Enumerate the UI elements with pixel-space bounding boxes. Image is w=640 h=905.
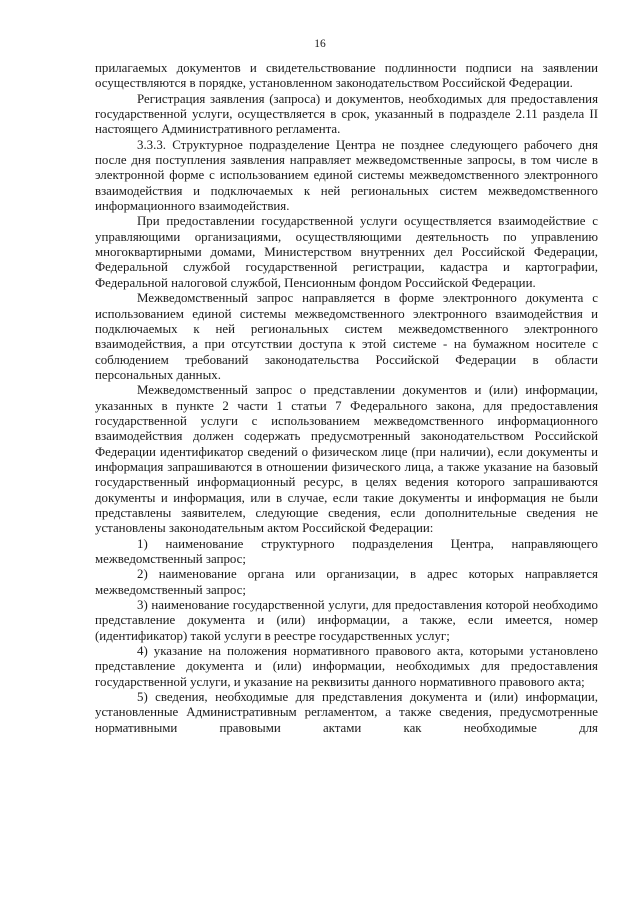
paragraph-request-form: Межведомственный запрос направляется в форме электронного документа с использованием единой системы межведомственного электронного взаимодействия и подключаемых к ней региональных систем межведомственного электронного взаимодействия, а при отсутствии доступа к этой системе - на бумажном носителе с соблюдением требований законодательства Российской Федерации в области персональных данных. <box>95 291 598 382</box>
paragraph-interaction: При предоставлении государственной услуги осуществляется взаимодействие с управляющими организациями, осуществляющими деятельность по управлению многоквартирными домами, Министерством внутренних дел Российской Федерации, Федеральной службой государственной регистрации, кадастра и картографии, Федеральной налоговой службой, Пенсионным фондом Российской Федерации. <box>95 214 598 290</box>
document-body <box>95 61 598 736</box>
paragraph-registration: Регистрация заявления (запроса) и документов, необходимых для предоставления государственной услуги, осуществляется в срок, указанный в подразделе 2.11 раздела II настоящего Административного регламента. <box>95 91 598 137</box>
paragraph-3-3-3: 3.3.3. Структурное подразделение Центра не позднее следующего рабочего дня после дня поступления заявления направляет межведомственные запросы, в том числе в электронной форме с использованием единой системы межведомственного электронного взаимодействия и подключаемых к ней региональных систем межведомственного информационного взаимодействия. <box>95 137 598 214</box>
list-item-2: 2) наименование органа или организации, в адрес которых направляется межведомственный запрос; <box>95 567 598 597</box>
paragraph-continuation: прилагаемых документов и свидетельствование подлинности подписи на заявлении осуществляются в порядке, установленном законодательством Российской Федерации. <box>95 61 598 91</box>
list-item-5: 5) сведения, необходимые для представления документа и (или) информации, установленные Административным регламентом, а также сведения, предусмотренные нормативными правовыми актами как необходимые для <box>95 690 598 735</box>
paragraph-request-content: Межведомственный запрос о представлении документов и (или) информации, указанных в пункте 2 части 1 статьи 7 Федерального закона, для предоставления государственной услуги с использованием межведомственного информационного взаимодействия должен содержать предусмотренный законодательством Российской Федерации идентификатор сведений о физическом лице (при наличии), если документы и информация запрашиваются в отношении физического лица, а также указание на базовый государственный информационный ресурс, в целях ведения которого запрашиваются документы и информация, или в случае, если такие документы и информация не были представлены заявителем, следующие сведения, если дополнительные сведения не установлены законодательным актом Российской Федерации: <box>95 383 598 536</box>
list-item-1: 1) наименование структурного подразделения Центра, направляющего межведомственный запрос; <box>95 536 598 566</box>
page-number: 16 <box>314 38 326 50</box>
list-item-3: 3) наименование государственной услуги, для предоставления которой необходимо представление документа и (или) информации, а также, если имеется, номер (идентификатор) такой услуги в реестре государственных услуг; <box>95 598 598 643</box>
list-item-4: 4) указание на положения нормативного правового акта, которыми установлено представление документа и (или) информации, необходимых для предоставления государственной услуги, и указание на реквизиты данного нормативного правового акта; <box>95 644 598 689</box>
